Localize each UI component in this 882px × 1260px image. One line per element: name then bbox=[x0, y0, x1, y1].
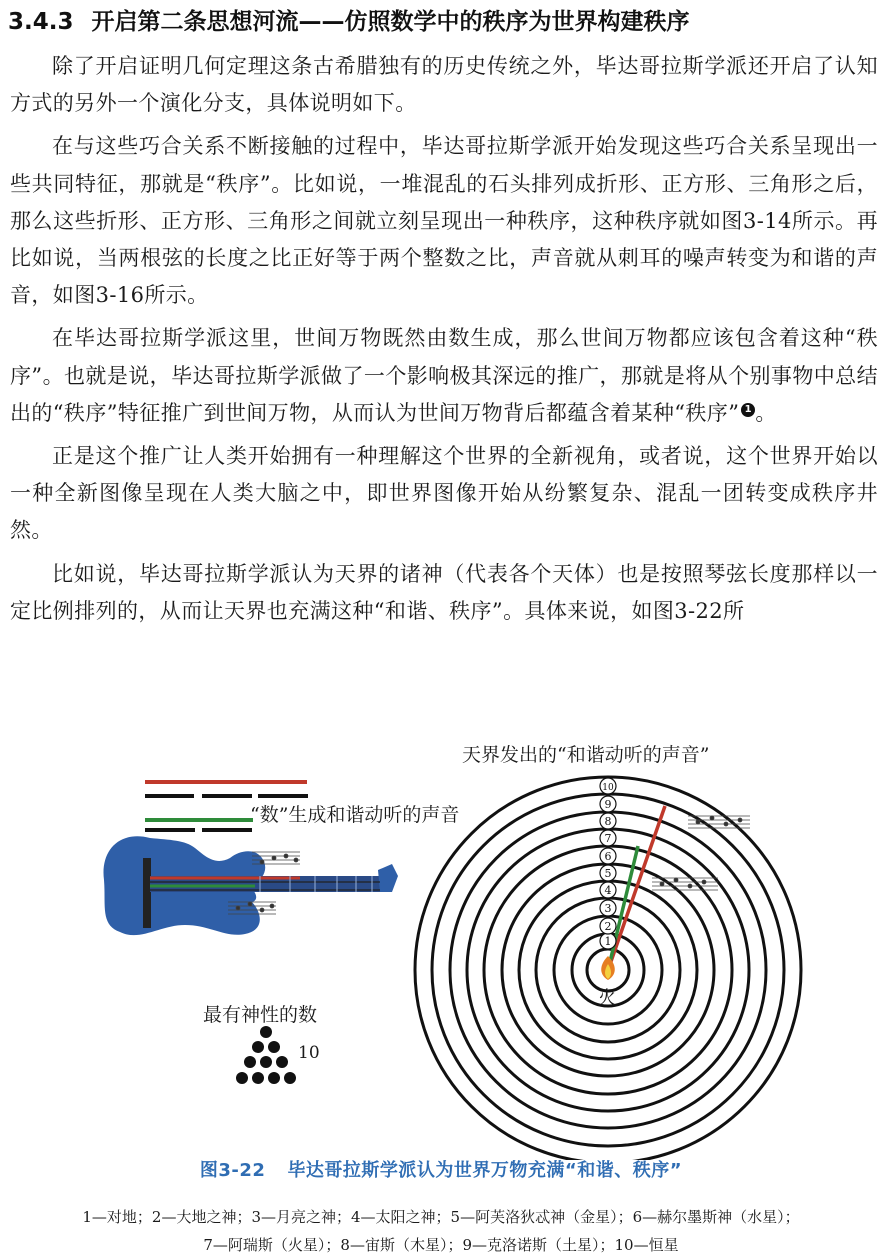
section-title: 开启第二条思想河流——仿照数学中的秩序为世界构建秩序 bbox=[91, 9, 690, 35]
ring-badge-1 bbox=[600, 933, 616, 949]
ring-badge-label: 5 bbox=[604, 867, 612, 880]
ring-badge-2 bbox=[600, 918, 616, 934]
ring-badge-7 bbox=[600, 830, 616, 846]
figure-3-22 bbox=[0, 730, 882, 1160]
label-number-sound: “数”生成和谐动听的声音 bbox=[250, 804, 460, 826]
ring-badge-label: 3 bbox=[604, 902, 612, 915]
footnote-marker[interactable]: 1 bbox=[741, 403, 755, 417]
black-bar-5 bbox=[202, 828, 252, 832]
ring-badge-4 bbox=[600, 882, 616, 898]
legend-line-2: 7—阿瑞斯（火星）；8—宙斯（木星）；9—克洛诺斯（土星）；10—恒星 bbox=[203, 1236, 679, 1254]
green-string-bar bbox=[145, 818, 253, 822]
paragraph-3 bbox=[10, 320, 878, 432]
paragraph-5: 比如说，毕达哥拉斯学派认为天界的诸神（代表各个天体）也是按照琴弦长度那样以一定比例排列的，从而让天界也充满这种“和谐、秩序”。具体来说，如图3-22所 bbox=[10, 561, 878, 623]
label-divine-number: 最有神性的数 bbox=[203, 1004, 318, 1026]
paragraph-3-end: 。 bbox=[755, 400, 777, 425]
ring-badge-label: 6 bbox=[604, 850, 612, 863]
tetractys-value: 10 bbox=[298, 1043, 320, 1063]
ring-badge-3 bbox=[600, 900, 616, 916]
ring-badge-label: 8 bbox=[604, 815, 612, 828]
paragraph-1: 除了开启证明几何定理这条古希腊独有的历史传统之外，毕达哥拉斯学派还开启了认知方式的另外一个演化分支，具体说明如下。 bbox=[10, 54, 878, 116]
black-bar-1 bbox=[145, 794, 194, 798]
ring-badge-5 bbox=[600, 865, 616, 881]
section-heading bbox=[8, 4, 878, 40]
fire-label: 火 bbox=[598, 988, 616, 1009]
ring-badge-10 bbox=[600, 778, 616, 794]
guitar-icon bbox=[103, 836, 398, 935]
tetractys-dots bbox=[236, 1026, 296, 1084]
ring-badge-label: 2 bbox=[604, 920, 612, 933]
ring-badge-label: 10 bbox=[602, 783, 614, 793]
paragraph-4: 正是这个推广让人类开始拥有一种理解这个世界的全新视角，或者说，这个世界开始以一种全新图像呈现在人类大脑之中，即世界图像开始从纷繁复杂、混乱一团转变成秩序井然。 bbox=[10, 444, 878, 543]
paragraph-2: 在与这些巧合关系不断接触的过程中，毕达哥拉斯学派开始发现这些巧合关系呈现出一些共同特征，那就是“秩序”。比如说，一堆混乱的石头排列成折形、正方形、三角形之后，那么这些折形、正方形、三角形之间就立刻呈现出一种秩序，这种秩序就如图3-14所示。再比如说，当两根弦的长度之比正好等于两个整数之比，声音就从刺耳的噪声转变为和谐的声音，如图3-16所示。 bbox=[10, 134, 878, 308]
paragraph-3-text: 在毕达哥拉斯学派这里，世间万物既然由数生成，那么世间万物都应该包含着这种“秩序”。也就是说，毕达哥拉斯学派做了一个影响极其深远的推广，那就是将从个别事物中总结出的“秩序”特征推广到世间万物，从而认为世间万物背后都蕴含着某种“秩序” bbox=[10, 326, 878, 425]
figure-illustration bbox=[0, 730, 882, 1160]
red-string-bar bbox=[145, 780, 307, 784]
ring-badge-9 bbox=[600, 796, 616, 812]
ring-badge-label: 9 bbox=[604, 798, 612, 811]
black-bar-3 bbox=[258, 794, 308, 798]
body-text bbox=[10, 48, 878, 636]
caption-number: 图3-22 bbox=[199, 1160, 266, 1181]
legend-line-1: 1—对地；2—大地之神；3—月亮之神；4—太阳之神；5—阿芙洛狄忒神（金星）；6—赫尔墨斯神（水星）； bbox=[82, 1208, 800, 1226]
ring-badge-label: 1 bbox=[604, 935, 612, 948]
label-heaven-sound: 天界发出的“和谐动听的声音” bbox=[462, 744, 710, 766]
caption-title: 毕达哥拉斯学派认为世界万物充满“和谐、秩序” bbox=[287, 1160, 683, 1181]
ring-badge-label: 7 bbox=[604, 832, 612, 845]
figure-caption bbox=[0, 1156, 882, 1182]
ring-badge-label: 4 bbox=[604, 884, 612, 897]
ring-badge-6 bbox=[600, 848, 616, 864]
black-bar-4 bbox=[145, 828, 195, 832]
black-bar-2 bbox=[202, 794, 252, 798]
section-number: 3.4.3 bbox=[8, 9, 74, 35]
ring-badge-8 bbox=[600, 813, 616, 829]
